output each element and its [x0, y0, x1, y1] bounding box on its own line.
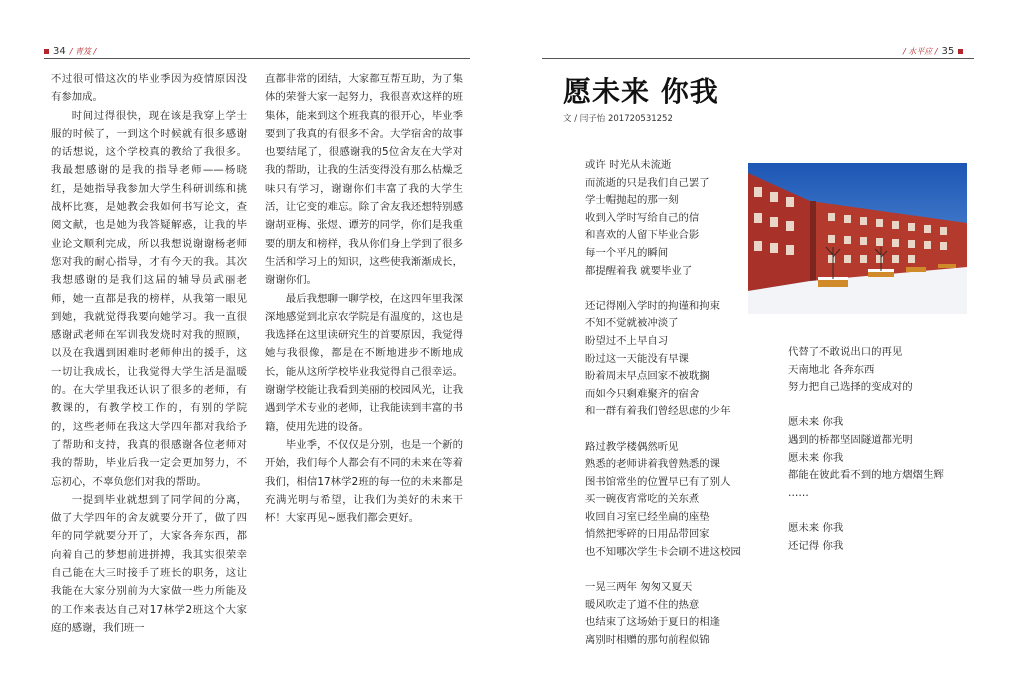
- poem-line: 盼着周末早点回家不被耽搁: [585, 370, 710, 383]
- campus-photo: [748, 163, 967, 314]
- poem-line: 暖风吹走了道不住的热意: [585, 598, 700, 611]
- body-paragraph: 时间过得很快，现在该是我穿上学士服的时候了，一到这个时候就有很多感谢的话想说，这个学校真的教给了我很多。我最想感谢的是我的指导老师——杨晓红，是她指导我参加大学生科研训练和挑战杯比赛，是她教会我如何书写论文，查阅文献，也是她为我答疑解惑，让我的毕业论文顺利完成，所以我想说谢谢杨老师您对我的耐心指导，才有今天的我。其次我想感谢的是我们这届的辅导员武丽老师，她一直都是我的榜样，从我第一眼见到她，我就觉得我要向她学习。我一直很感谢武老师在军训我发烧时对我的照顾，以及在我遇到困难时老师伸出的援手，这一切让我成长，让我觉得大学生活是温暖的。在大学里我还认识了很多的老师，有教课的，有教学校工作的，有别的学院的，这些老师在我这大学四年都对我给予了帮助和支持，我真的很感谢各位老师对我的帮助，毕业后我一定会更加努力，不忘初心，不辜负您们对我的帮助。: [51, 109, 247, 488]
- poem-line: 和喜欢的人留下毕业合影: [585, 229, 700, 242]
- poem-line: 愿未来 你我: [788, 521, 844, 534]
- right-header-rule: [542, 58, 974, 59]
- poem-line: 努力把自己选择的变成对的: [788, 381, 913, 394]
- poem-line: 一晃三两年 匆匆又夏天: [585, 581, 693, 594]
- poem-stanza: [585, 157, 741, 280]
- left-section-tag: / 青笈 /: [69, 47, 97, 56]
- poem-line: 还记得刚入学时的拘谨和拘束: [585, 299, 721, 312]
- poem-line: 还记得 你我: [788, 539, 844, 552]
- poem-line: 愿未来 你我: [788, 451, 844, 464]
- left-header-rule: [44, 58, 470, 59]
- poem-line: 代替了不敢说出口的再见: [788, 346, 903, 358]
- poem-stanza: [585, 579, 741, 649]
- body-paragraph: 直都非常的团结，大家都互帮互助，为了集体的荣誉大家一起努力，我很喜欢这样的班集体，能来到这个班我真的很开心，毕业季要到了我真的有很多不舍。大学宿舍的故事也要结尾了，很感谢我的5位舍友在大学对我的帮助，让我的生活变得没有那么枯燥乏味只有学习，谢谢你们丰富了我的大学生活，让它变的难忘。除了舍友我还想特别感谢胡亚梅、张煜、谭芳的同学，你们是我重要的朋友和榜样，我从你们身上学到了很多生活和学习上的知识，这些使我渐渐成长，谢谢你们。: [265, 73, 463, 287]
- poem-line: 都能在彼此看不到的地方熠熠生辉: [788, 469, 944, 482]
- poem-line: 也结束了这场始于夏日的相逢: [585, 616, 721, 629]
- poem-column-2: [788, 344, 944, 573]
- body-paragraph: 不过很可惜这次的毕业季因为疫情原因没有参加成。: [51, 73, 247, 104]
- poem-line: 也不知哪次学生卡会刷不进这校园: [585, 546, 741, 559]
- poem-stanza: [585, 439, 741, 562]
- poem-line: 不知不觉就被冲淡了: [585, 317, 679, 330]
- right-page-header: [903, 46, 963, 57]
- right-page: [512, 0, 1024, 694]
- poem-line: 学士帽抛起的那一刻: [585, 194, 679, 207]
- poem-line: 而流逝的只是我们自己罢了: [585, 176, 710, 189]
- right-page-number: 35: [941, 46, 955, 57]
- poem-column-1: [585, 157, 741, 667]
- poem-stanza: [788, 344, 944, 397]
- poem-line: 买一碗夜宵常吃的关东煮: [585, 493, 700, 506]
- article-title: 愿未来 你我: [563, 75, 719, 108]
- poem-line: 天南地北 各奔东西: [788, 363, 875, 376]
- poem-stanza: [585, 298, 741, 421]
- poem-stanza: [788, 520, 944, 555]
- body-paragraph: 一提到毕业就想到了同学间的分离，做了大学四年的舍友就要分开了，做了四年的同学就要分开了，大家各奔东西，都向着自己的梦想前进拼搏，我其实很荣幸自己能在大三时接手了班长的职务，这让我能在大家分别前为大家做一些力所能及的工作来表达自己对17林学2班这个大家庭的感谢，我们班一: [51, 493, 247, 634]
- poem-line: 盼过这一天能没有早课: [585, 352, 689, 365]
- body-paragraph: 最后我想聊一聊学校，在这四年里我深深地感觉到北京农学院是有温度的，这也是我选择在这里读研究生的首要原因，我觉得她与我很像，都是在不断地进步不断地成长，能从这所学校毕业我觉得自己很幸运。谢谢学校能让我看到美丽的校园风光，让我遇到学术专业的老师，让我能读到丰富的书籍，使用先进的设备。: [265, 292, 463, 433]
- poem-line: 图书馆常坐的位置早已有了别人: [585, 475, 731, 488]
- article-byline: 文 / 闫子怡 201720531252: [563, 114, 673, 124]
- poem-line: 每一个平凡的瞬间: [585, 246, 669, 259]
- campus-photo-image: [748, 163, 967, 314]
- poem-line: 收回自习室已经坐扁的座垫: [585, 510, 710, 523]
- poem-line: 和一群有着我们曾经思虑的少年: [585, 405, 731, 418]
- page-marker-square: [958, 49, 963, 54]
- left-text-column-2: [265, 70, 463, 527]
- poem-line: 离别时相赠的那句前程似锦: [585, 634, 710, 647]
- poem-line: 路过教学楼偶然听见: [585, 440, 679, 453]
- poem-line: 盼望过不上早自习: [585, 334, 669, 347]
- left-page-header: [44, 46, 96, 57]
- left-page-number: 34: [53, 46, 66, 57]
- body-paragraph: 毕业季，不仅仅是分别，也是一个新的开始，我们每个人都会有不同的未来在等着我们，相信17林学2班的每一位的未来都是充满光明与希望，让我们为美好的未来干杯！大家再见~愿我们都会更好。: [265, 438, 463, 525]
- poem-stanza: [788, 414, 944, 502]
- poem-line: 收到入学时写给自己的信: [585, 211, 700, 224]
- poem-line: 遇到的桥都坚固隧道都光明: [788, 433, 913, 446]
- poem-line: 都提醒着我 就要毕业了: [585, 264, 693, 277]
- poem-line: 愿未来 你我: [788, 416, 844, 429]
- poem-line: 熟悉的老师讲着我曾熟悉的课: [585, 458, 721, 471]
- poem-line: 悄然把零碎的日用品带回家: [585, 528, 710, 541]
- left-text-column-1: [51, 70, 247, 637]
- right-section-tag: / 水平应 /: [903, 47, 938, 56]
- poem-line: 而如今只剩难聚齐的宿舍: [585, 387, 700, 400]
- page-marker-square: [44, 49, 49, 54]
- poem-line: 或许 时光从未流逝: [585, 159, 672, 171]
- poem-line: ……: [788, 486, 809, 499]
